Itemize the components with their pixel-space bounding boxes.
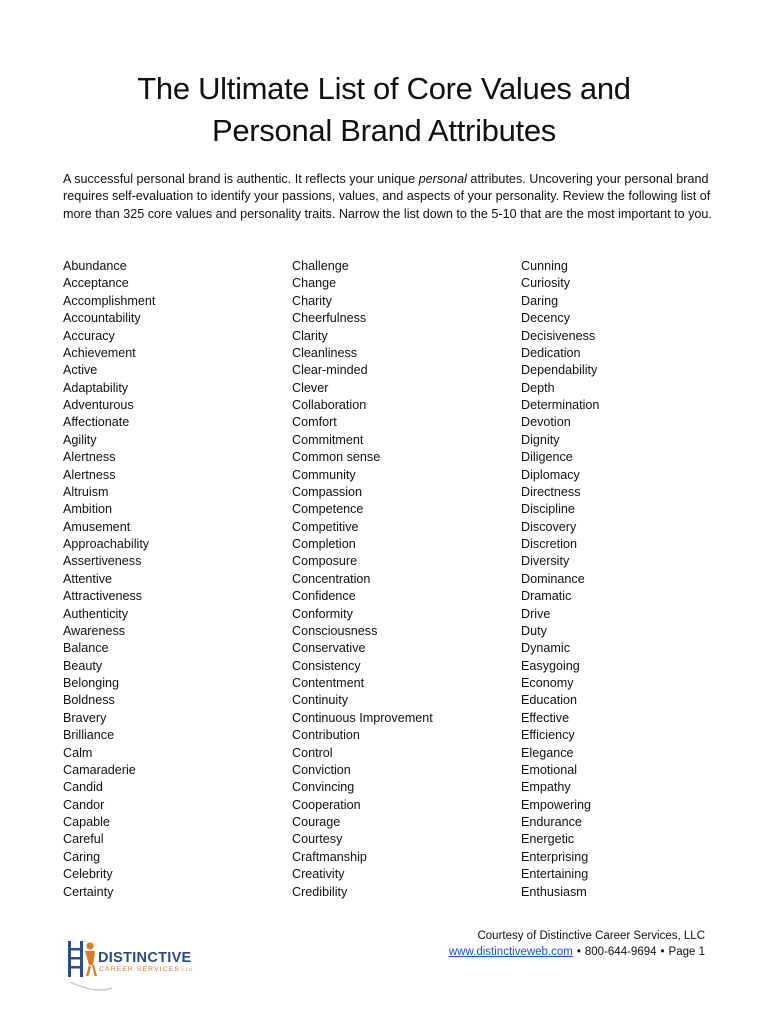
value-item: Contentment bbox=[292, 676, 365, 690]
value-item: Common sense bbox=[292, 450, 381, 465]
value-item: Calm bbox=[63, 745, 93, 760]
value-item: Discipline bbox=[521, 502, 575, 517]
value-item: Drive bbox=[521, 606, 551, 621]
value-item: Amusement bbox=[63, 519, 131, 534]
value-item: Dynamic bbox=[521, 641, 570, 656]
value-item: Conservative bbox=[292, 641, 366, 656]
values-column-3 bbox=[521, 258, 741, 901]
logo-wordmark: DISTINCTIVE bbox=[98, 950, 192, 966]
value-item: Conviction bbox=[292, 762, 351, 777]
value-item: Daring bbox=[521, 293, 559, 308]
footer-courtesy: Courtesy of Distinctive Career Services, LLC bbox=[477, 930, 705, 942]
value-item: Endurance bbox=[521, 815, 582, 829]
value-item: Effective bbox=[521, 710, 570, 725]
value-item: Certainty bbox=[63, 884, 114, 899]
value-item: Continuous Improvement bbox=[292, 710, 433, 725]
value-item: Enterprising bbox=[521, 849, 589, 864]
value-item: Charity bbox=[292, 293, 332, 308]
value-item: Decency bbox=[521, 311, 570, 326]
value-item: Bravery bbox=[63, 710, 107, 725]
value-item: Community bbox=[292, 467, 356, 482]
value-item: Attentive bbox=[63, 571, 113, 586]
value-item: Accomplishment bbox=[63, 293, 156, 308]
value-item: Directness bbox=[521, 484, 581, 499]
value-item: Adventurous bbox=[63, 398, 134, 412]
value-item: Diplomacy bbox=[521, 467, 580, 482]
value-item: Discretion bbox=[521, 537, 577, 551]
value-item: Alertness bbox=[63, 467, 116, 482]
value-item: Clarity bbox=[292, 328, 328, 343]
value-item: Cheerfulness bbox=[292, 311, 367, 326]
value-item: Consciousness bbox=[292, 623, 378, 638]
value-item: Cleanliness bbox=[292, 345, 358, 360]
value-item: Approachability bbox=[63, 537, 150, 551]
value-item: Completion bbox=[292, 537, 356, 551]
bullet-separator: • bbox=[576, 946, 581, 958]
value-item: Enthusiasm bbox=[521, 884, 587, 899]
value-item: Decisiveness bbox=[521, 328, 596, 343]
value-item: Caring bbox=[63, 849, 101, 864]
value-item: Altruism bbox=[63, 484, 109, 499]
title-line-1: The Ultimate List of Core Values and bbox=[137, 71, 631, 106]
logo-subtitle-text: CAREER SERVICES bbox=[99, 966, 180, 973]
value-item: Credibility bbox=[292, 884, 348, 899]
value-item: Elegance bbox=[521, 745, 574, 760]
value-item: Empowering bbox=[521, 797, 591, 812]
value-item: Clear-minded bbox=[292, 363, 368, 378]
value-item: Candid bbox=[63, 780, 103, 795]
value-item: Alertness bbox=[63, 450, 116, 465]
bullet-separator: • bbox=[660, 946, 665, 958]
value-item: Dramatic bbox=[521, 589, 572, 604]
value-item: Belonging bbox=[63, 676, 120, 690]
value-item: Consistency bbox=[292, 658, 361, 673]
value-item: Competitive bbox=[292, 519, 359, 534]
website-link[interactable]: www.distinctiveweb.com bbox=[448, 946, 573, 958]
value-item: Emotional bbox=[521, 762, 578, 777]
value-item: Economy bbox=[521, 676, 574, 690]
value-item: Dignity bbox=[521, 432, 560, 447]
title-line-2: Personal Brand Attributes bbox=[211, 113, 557, 148]
values-column-2 bbox=[292, 258, 512, 901]
value-item: Cunning bbox=[521, 259, 568, 273]
value-item: Careful bbox=[63, 832, 104, 847]
value-item: Determination bbox=[521, 398, 600, 412]
page-title bbox=[0, 68, 768, 152]
value-item: Achievement bbox=[63, 345, 136, 360]
value-item: Diversity bbox=[521, 554, 570, 569]
value-item: Concentration bbox=[292, 571, 371, 586]
value-item: Commitment bbox=[292, 432, 364, 447]
footer-contact-line bbox=[449, 944, 705, 960]
value-item: Cooperation bbox=[292, 797, 361, 812]
value-item: Candor bbox=[63, 797, 105, 812]
value-item: Devotion bbox=[521, 415, 571, 430]
value-item: Curiosity bbox=[521, 276, 570, 291]
value-item: Depth bbox=[521, 380, 555, 395]
value-item: Beauty bbox=[63, 658, 103, 673]
value-item: Discovery bbox=[521, 519, 577, 534]
value-item: Entertaining bbox=[521, 867, 589, 882]
value-item: Abundance bbox=[63, 259, 127, 273]
value-item: Challenge bbox=[292, 259, 349, 273]
value-item: Courage bbox=[292, 815, 341, 829]
value-item: Dominance bbox=[521, 571, 585, 586]
company-logo bbox=[66, 938, 196, 998]
value-item: Convincing bbox=[292, 780, 355, 795]
value-item: Control bbox=[292, 745, 333, 760]
value-item: Continuity bbox=[292, 693, 349, 708]
intro-text-end: attributes. Uncovering your personal brand requires self-evaluation to identify your passions, values, and aspects of your personality. Review the following list of more than 325 core values and personality traits. Narrow the list down to the 5-10 that are the most important to you. bbox=[63, 172, 712, 221]
value-item: Collaboration bbox=[292, 398, 367, 412]
logo-suffix: LLC bbox=[181, 967, 194, 972]
value-item: Adaptability bbox=[63, 380, 129, 395]
footer-page-number: Page 1 bbox=[668, 946, 705, 958]
value-item: Awareness bbox=[63, 623, 126, 638]
value-item: Boldness bbox=[63, 693, 115, 708]
value-item: Creativity bbox=[292, 867, 345, 882]
value-item: Contribution bbox=[292, 728, 360, 743]
value-item: Authenticity bbox=[63, 606, 129, 621]
value-item: Education bbox=[521, 693, 578, 708]
values-column-1 bbox=[63, 258, 283, 901]
value-item: Accuracy bbox=[63, 328, 115, 343]
intro-text-start: A successful personal brand is authentic. It reflects your unique bbox=[63, 172, 419, 186]
value-item: Courtesy bbox=[292, 832, 343, 847]
value-item: Easygoing bbox=[521, 658, 580, 673]
values-list bbox=[63, 258, 723, 904]
value-item: Craftmanship bbox=[292, 849, 367, 864]
value-item: Acceptance bbox=[63, 276, 129, 291]
value-item: Brilliance bbox=[63, 728, 115, 743]
value-item: Composure bbox=[292, 554, 358, 569]
intro-emphasis: personal bbox=[418, 172, 467, 186]
intro-paragraph bbox=[63, 171, 718, 223]
page-footer bbox=[449, 928, 705, 960]
value-item: Competence bbox=[292, 502, 364, 517]
value-item: Empathy bbox=[521, 780, 571, 795]
footer-phone: 800-644-9694 bbox=[584, 946, 657, 958]
value-item: Accountability bbox=[63, 311, 141, 326]
value-item: Energetic bbox=[521, 832, 575, 847]
value-item: Comfort bbox=[292, 415, 337, 430]
value-item: Conformity bbox=[292, 606, 353, 621]
value-item: Celebrity bbox=[63, 867, 113, 882]
value-item: Ambition bbox=[63, 502, 112, 517]
value-item: Dedication bbox=[521, 345, 581, 360]
value-item: Confidence bbox=[292, 589, 356, 604]
value-item: Attractiveness bbox=[63, 589, 143, 604]
logo-subtitle bbox=[99, 966, 194, 973]
value-item: Diligence bbox=[521, 450, 573, 465]
value-item: Efficiency bbox=[521, 728, 575, 743]
value-item: Affectionate bbox=[63, 415, 130, 430]
value-item: Capable bbox=[63, 815, 110, 829]
value-item: Duty bbox=[521, 623, 547, 638]
value-item: Assertiveness bbox=[63, 554, 142, 569]
value-item: Compassion bbox=[292, 484, 362, 499]
value-item: Active bbox=[63, 363, 98, 378]
value-item: Camaraderie bbox=[63, 762, 136, 777]
value-item: Dependability bbox=[521, 363, 598, 378]
value-item: Agility bbox=[63, 432, 97, 447]
value-item: Balance bbox=[63, 641, 109, 656]
value-item: Clever bbox=[292, 380, 329, 395]
value-item: Change bbox=[292, 276, 337, 291]
